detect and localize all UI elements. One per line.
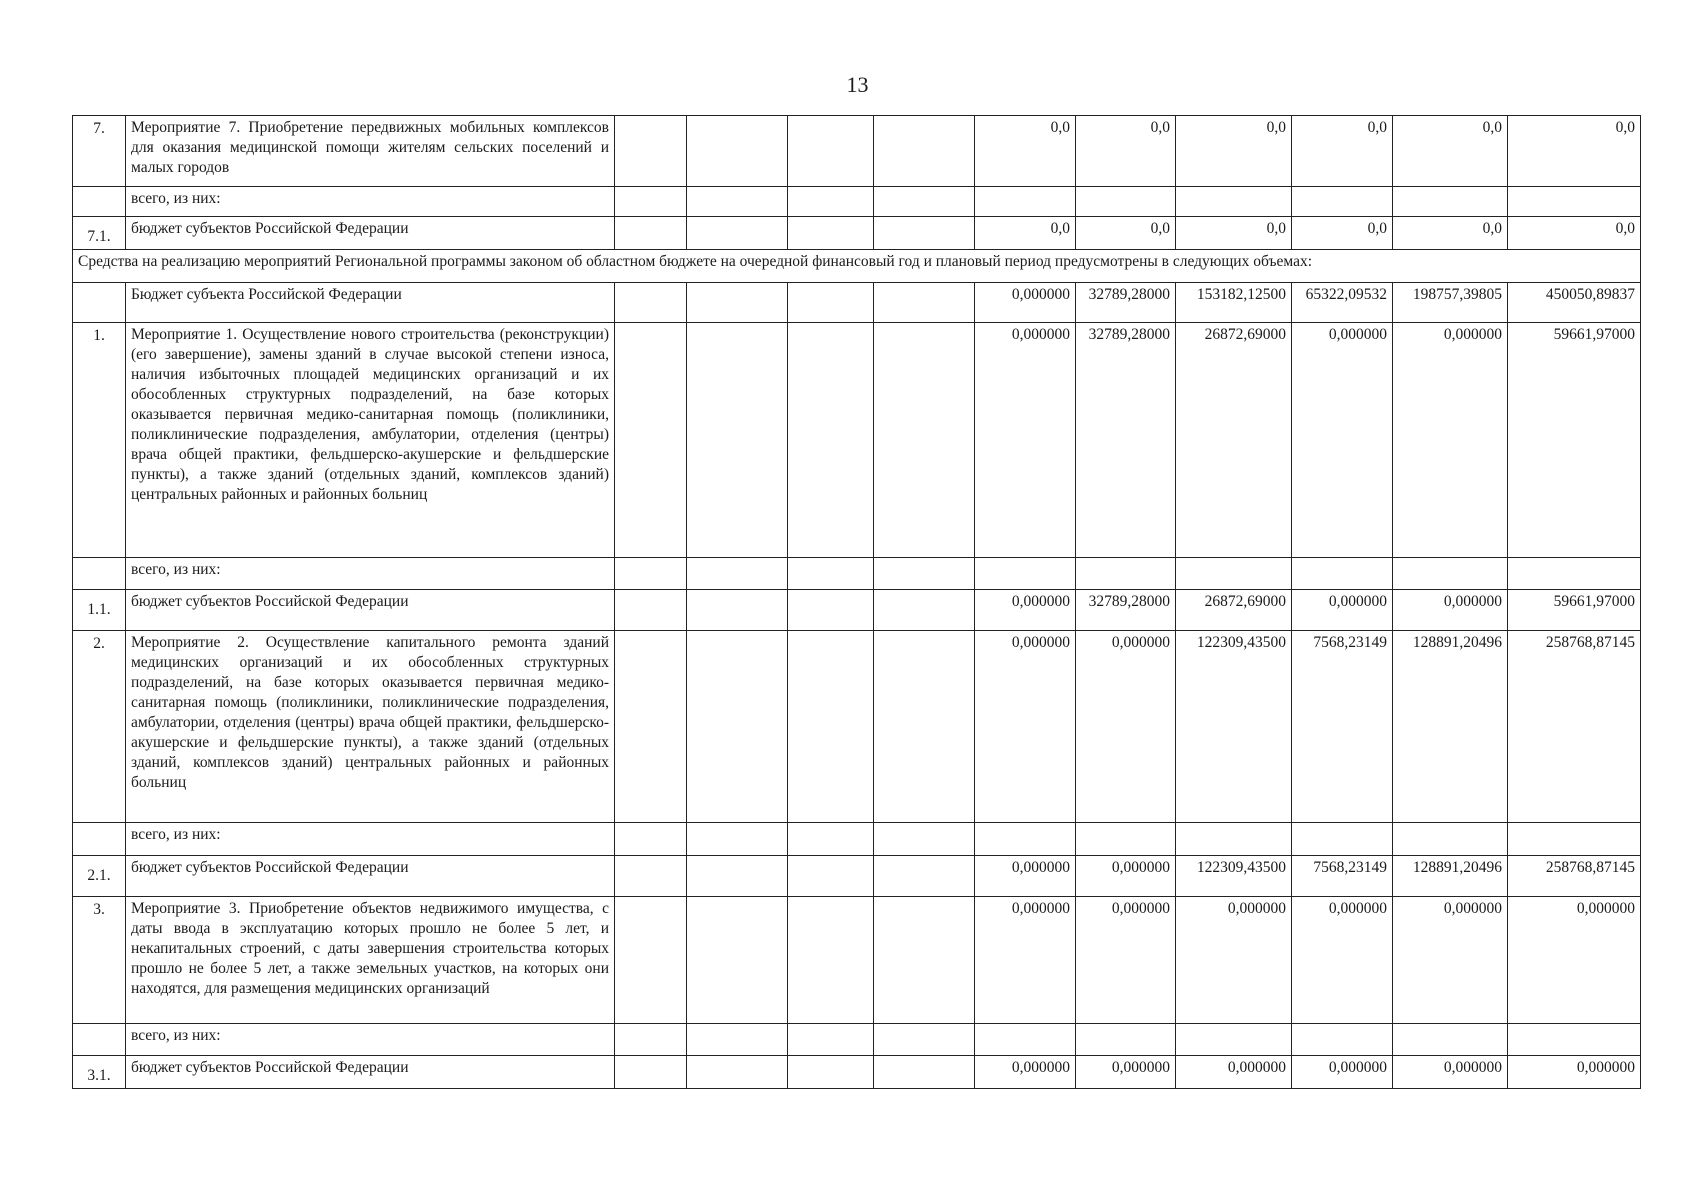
table-row bbox=[73, 1056, 1641, 1089]
value-cell bbox=[1393, 558, 1508, 590]
value-cell: 0,0 bbox=[1292, 116, 1393, 187]
empty-cell bbox=[615, 323, 687, 558]
value-cell: 0,000000 bbox=[1076, 631, 1176, 823]
value-cell: 0,0 bbox=[1393, 217, 1508, 250]
value-cell bbox=[1076, 823, 1176, 856]
value-cell bbox=[975, 187, 1076, 217]
value-cell: 0,000000 bbox=[1176, 1056, 1292, 1089]
value-cell bbox=[975, 823, 1076, 856]
value-cell: 0,0 bbox=[1508, 116, 1641, 187]
empty-cell bbox=[615, 1024, 687, 1056]
value-cell: 0,0 bbox=[1292, 217, 1393, 250]
empty-cell bbox=[874, 631, 975, 823]
value-cell bbox=[975, 1024, 1076, 1056]
value-cell: 65322,09532 bbox=[1292, 283, 1393, 323]
row-description: бюджет субъектов Российской Федерации bbox=[126, 856, 615, 897]
value-cell: 32789,28000 bbox=[1076, 323, 1176, 558]
value-cell: 0,000000 bbox=[1292, 323, 1393, 558]
table-row bbox=[73, 217, 1641, 250]
row-number: 2.1. bbox=[73, 856, 126, 897]
value-cell bbox=[1393, 823, 1508, 856]
value-cell: 0,000000 bbox=[975, 631, 1076, 823]
value-cell: 7568,23149 bbox=[1292, 856, 1393, 897]
empty-cell bbox=[788, 283, 874, 323]
value-cell: 0,000000 bbox=[1076, 1056, 1176, 1089]
value-cell: 0,000000 bbox=[1393, 1056, 1508, 1089]
empty-cell bbox=[788, 558, 874, 590]
value-cell: 32789,28000 bbox=[1076, 283, 1176, 323]
value-cell: 7568,23149 bbox=[1292, 631, 1393, 823]
empty-cell bbox=[615, 558, 687, 590]
value-cell: 0,0 bbox=[1076, 116, 1176, 187]
row-number: 3. bbox=[73, 897, 126, 1024]
value-cell bbox=[1176, 187, 1292, 217]
value-cell: 153182,12500 bbox=[1176, 283, 1292, 323]
row-number: 3.1. bbox=[73, 1056, 126, 1089]
empty-cell bbox=[788, 856, 874, 897]
value-cell bbox=[1176, 558, 1292, 590]
value-cell: 59661,97000 bbox=[1508, 590, 1641, 631]
empty-cell bbox=[615, 631, 687, 823]
empty-cell bbox=[687, 823, 788, 856]
value-cell: 0,000000 bbox=[975, 1056, 1076, 1089]
value-cell: 0,0 bbox=[1393, 116, 1508, 187]
value-cell: 0,000000 bbox=[1508, 1056, 1641, 1089]
value-cell: 0,000000 bbox=[1292, 590, 1393, 631]
value-cell bbox=[1508, 1024, 1641, 1056]
row-description: всего, из них: bbox=[126, 187, 615, 217]
budget-table bbox=[72, 115, 1641, 1089]
empty-cell bbox=[874, 116, 975, 187]
value-cell: 258768,87145 bbox=[1508, 631, 1641, 823]
empty-cell bbox=[874, 856, 975, 897]
value-cell: 0,000000 bbox=[1393, 897, 1508, 1024]
value-cell bbox=[1292, 1024, 1393, 1056]
empty-cell bbox=[687, 323, 788, 558]
empty-cell bbox=[874, 283, 975, 323]
table-row bbox=[73, 1024, 1641, 1056]
empty-cell bbox=[874, 1056, 975, 1089]
row-number bbox=[73, 823, 126, 856]
table-row bbox=[73, 823, 1641, 856]
value-cell: 26872,69000 bbox=[1176, 590, 1292, 631]
row-description: Мероприятие 1. Осуществление нового строительства (реконструкции) (его завершение), замены зданий в случае высокой степени износа, наличия избыточных площадей медицинских организаций и их обособленных структурных подразделений, на базе которых оказывается первичная медико-санитарная помощь (поликлиники, поликлинические подразделения, амбулатории, отделения (центры) врача общей практики, фельдшерско-акушерские и фельдшерские пункты), а также зданий (отдельных зданий, комплексов зданий) центральных районных и районных больниц bbox=[126, 323, 615, 558]
value-cell bbox=[1393, 1024, 1508, 1056]
table-row bbox=[73, 856, 1641, 897]
value-cell: 0,000000 bbox=[1292, 1056, 1393, 1089]
value-cell: 0,000000 bbox=[975, 323, 1076, 558]
empty-cell bbox=[615, 187, 687, 217]
value-cell bbox=[975, 558, 1076, 590]
row-description: бюджет субъектов Российской Федерации bbox=[126, 590, 615, 631]
empty-cell bbox=[687, 283, 788, 323]
row-description: Мероприятие 3. Приобретение объектов недвижимого имущества, с даты ввода в эксплуатацию которых прошло не более 5 лет, и некапитальных строений, с даты завершения строительства которых прошло не более 5 лет, а также земельных участков, на которых они находятся, для размещения медицинских организаций bbox=[126, 897, 615, 1024]
empty-cell bbox=[874, 1024, 975, 1056]
value-cell: 0,000000 bbox=[1393, 590, 1508, 631]
page-number: 13 bbox=[846, 72, 869, 97]
row-description: всего, из них: bbox=[126, 1024, 615, 1056]
table-row bbox=[73, 283, 1641, 323]
empty-cell bbox=[788, 217, 874, 250]
row-number bbox=[73, 558, 126, 590]
value-cell: 0,000000 bbox=[975, 897, 1076, 1024]
empty-cell bbox=[615, 283, 687, 323]
empty-cell bbox=[687, 631, 788, 823]
table-row bbox=[73, 250, 1641, 283]
empty-cell bbox=[687, 590, 788, 631]
value-cell: 450050,89837 bbox=[1508, 283, 1641, 323]
empty-cell bbox=[874, 187, 975, 217]
table-row bbox=[73, 897, 1641, 1024]
value-cell bbox=[1508, 187, 1641, 217]
empty-cell bbox=[615, 823, 687, 856]
value-cell: 0,000000 bbox=[1176, 897, 1292, 1024]
empty-cell bbox=[874, 590, 975, 631]
row-number: 7.1. bbox=[73, 217, 126, 250]
table-row bbox=[73, 558, 1641, 590]
row-number bbox=[73, 283, 126, 323]
empty-cell bbox=[874, 558, 975, 590]
value-cell: 0,000000 bbox=[975, 856, 1076, 897]
value-cell: 0,000000 bbox=[1508, 897, 1641, 1024]
value-cell: 122309,43500 bbox=[1176, 631, 1292, 823]
value-cell bbox=[1292, 187, 1393, 217]
value-cell bbox=[1393, 187, 1508, 217]
empty-cell bbox=[788, 187, 874, 217]
row-description: бюджет субъектов Российской Федерации bbox=[126, 1056, 615, 1089]
value-cell bbox=[1076, 1024, 1176, 1056]
row-description: Мероприятие 2. Осуществление капитального ремонта зданий медицинских организаций и их обособленных структурных подразделений, на базе которых оказывается первичная медико-санитарная помощь (поликлиники, поликлинические подразделения, амбулатории, отделения (центры) врача общей практики, фельдшерско-акушерские и фельдшерские пункты), а также зданий (отдельных зданий, комплексов зданий) центральных районных и районных больниц bbox=[126, 631, 615, 823]
empty-cell bbox=[874, 897, 975, 1024]
table-row bbox=[73, 323, 1641, 558]
empty-cell bbox=[874, 217, 975, 250]
value-cell: 26872,69000 bbox=[1176, 323, 1292, 558]
value-cell: 122309,43500 bbox=[1176, 856, 1292, 897]
empty-cell bbox=[687, 558, 788, 590]
empty-cell bbox=[788, 631, 874, 823]
row-number: 1.1. bbox=[73, 590, 126, 631]
value-cell: 32789,28000 bbox=[1076, 590, 1176, 631]
empty-cell bbox=[615, 116, 687, 187]
value-cell bbox=[1508, 823, 1641, 856]
row-number: 7. bbox=[73, 116, 126, 187]
value-cell bbox=[1292, 558, 1393, 590]
empty-cell bbox=[874, 323, 975, 558]
empty-cell bbox=[687, 187, 788, 217]
table-row bbox=[73, 116, 1641, 187]
empty-cell bbox=[615, 1056, 687, 1089]
value-cell: 0,0 bbox=[1076, 217, 1176, 250]
value-cell: 0,000000 bbox=[1076, 897, 1176, 1024]
empty-cell bbox=[788, 1056, 874, 1089]
value-cell: 128891,20496 bbox=[1393, 631, 1508, 823]
row-description: Мероприятие 7. Приобретение передвижных мобильных комплексов для оказания медицинской помощи жителям сельских поселений и малых городов bbox=[126, 116, 615, 187]
empty-cell bbox=[687, 856, 788, 897]
empty-cell bbox=[788, 823, 874, 856]
empty-cell bbox=[615, 590, 687, 631]
empty-cell bbox=[615, 217, 687, 250]
empty-cell bbox=[874, 823, 975, 856]
table-row bbox=[73, 187, 1641, 217]
value-cell bbox=[1076, 558, 1176, 590]
value-cell bbox=[1176, 1024, 1292, 1056]
value-cell: 198757,39805 bbox=[1393, 283, 1508, 323]
empty-cell bbox=[615, 856, 687, 897]
row-description: всего, из них: bbox=[126, 823, 615, 856]
value-cell: 59661,97000 bbox=[1508, 323, 1641, 558]
row-description: всего, из них: bbox=[126, 558, 615, 590]
row-number: 2. bbox=[73, 631, 126, 823]
value-cell: 128891,20496 bbox=[1393, 856, 1508, 897]
value-cell: 0,000000 bbox=[1292, 897, 1393, 1024]
empty-cell bbox=[687, 116, 788, 187]
empty-cell bbox=[788, 590, 874, 631]
value-cell: 0,0 bbox=[1176, 217, 1292, 250]
table-row bbox=[73, 590, 1641, 631]
value-cell bbox=[1292, 823, 1393, 856]
row-description: Бюджет субъекта Российской Федерации bbox=[126, 283, 615, 323]
empty-cell bbox=[788, 897, 874, 1024]
value-cell bbox=[1508, 558, 1641, 590]
value-cell: 0,000000 bbox=[1076, 856, 1176, 897]
value-cell: 0,0 bbox=[975, 217, 1076, 250]
empty-cell bbox=[788, 323, 874, 558]
empty-cell bbox=[687, 1056, 788, 1089]
value-cell: 0,000000 bbox=[975, 283, 1076, 323]
row-number: 1. bbox=[73, 323, 126, 558]
empty-cell bbox=[687, 897, 788, 1024]
value-cell: 0,0 bbox=[1508, 217, 1641, 250]
empty-cell bbox=[615, 897, 687, 1024]
value-cell: 0,000000 bbox=[975, 590, 1076, 631]
value-cell: 0,0 bbox=[975, 116, 1076, 187]
empty-cell bbox=[687, 217, 788, 250]
row-description: бюджет субъектов Российской Федерации bbox=[126, 217, 615, 250]
empty-cell bbox=[687, 1024, 788, 1056]
section-note: Средства на реализацию мероприятий Региональной программы законом об областном бюджете на очередной финансовый год и плановый период предусмотрены в следующих объемах: bbox=[73, 250, 1641, 283]
value-cell: 0,000000 bbox=[1393, 323, 1508, 558]
empty-cell bbox=[788, 116, 874, 187]
empty-cell bbox=[788, 1024, 874, 1056]
row-number bbox=[73, 187, 126, 217]
row-number bbox=[73, 1024, 126, 1056]
value-cell bbox=[1076, 187, 1176, 217]
value-cell: 0,0 bbox=[1176, 116, 1292, 187]
value-cell bbox=[1176, 823, 1292, 856]
value-cell: 258768,87145 bbox=[1508, 856, 1641, 897]
table-row bbox=[73, 631, 1641, 823]
